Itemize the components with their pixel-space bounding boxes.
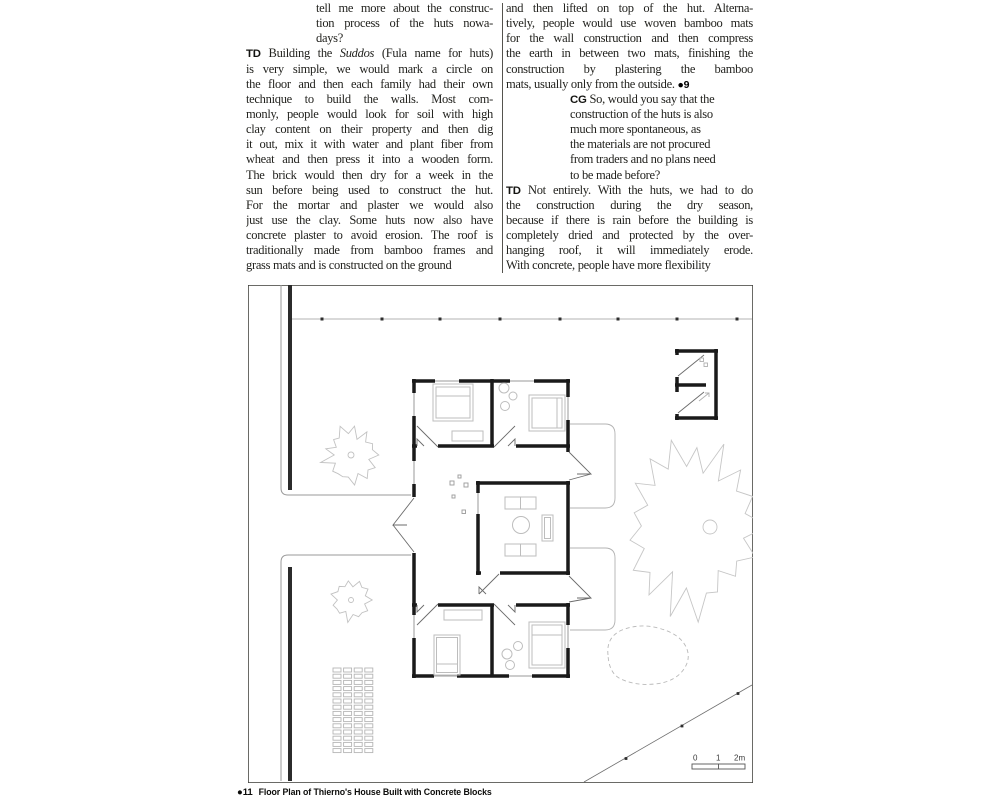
text-segment: it out, mix it with water and plant fiber from [246, 137, 493, 152]
brick [365, 742, 373, 746]
boundary-fence-top [292, 318, 752, 321]
text-segment: Building the [260, 46, 340, 61]
brick [354, 668, 362, 672]
brick [333, 736, 341, 740]
text-segment: is very simple, we would mark a circle on [246, 61, 493, 76]
text-segment: mats, usually only from the outside. [506, 76, 678, 91]
text-segment: sun before being used to construct the hut. [246, 182, 493, 197]
scale-bar [692, 754, 745, 770]
speaker-label: CG [570, 93, 587, 106]
brick [365, 718, 373, 722]
text-segment: Not entirely. With the huts, we had to do [520, 182, 753, 197]
text-line [506, 198, 753, 213]
text-line [246, 258, 493, 273]
scale-label-1: 1 [716, 753, 721, 763]
brick [365, 736, 373, 740]
brick [365, 749, 373, 753]
text-line [246, 152, 493, 167]
text-segment: (Fula name for huts) [374, 46, 493, 61]
brick [365, 674, 373, 678]
text-line [506, 152, 753, 167]
text-segment: days? [316, 31, 343, 46]
text-line [246, 168, 493, 183]
speaker-label: TD [506, 184, 521, 197]
text-segment: grass mats and is constructed on the ground [246, 258, 452, 273]
text-segment: hanging roof, it will immediately erode. [506, 243, 753, 258]
brick [365, 699, 373, 703]
brick [344, 711, 352, 715]
text-line [246, 198, 493, 213]
brick [333, 674, 341, 678]
text-line [506, 77, 753, 92]
brick [365, 705, 373, 709]
brick [354, 749, 362, 753]
brick [354, 674, 362, 678]
text-line [246, 122, 493, 137]
text-segment: for the wall construction and then compress [506, 31, 753, 46]
text-segment: concrete plaster to avoid erosion. The roof is [246, 228, 493, 243]
furniture [433, 383, 565, 675]
brick [333, 742, 341, 746]
brick [344, 668, 352, 672]
text-segment: the materials are not procured [570, 137, 711, 152]
courtyard-outline [281, 285, 411, 781]
brick [354, 687, 362, 691]
brick [344, 705, 352, 709]
text-segment: traditionally made from bamboo frames and [246, 243, 493, 258]
text-segment: the earth in between two mats, finishing the [506, 46, 753, 61]
brick [354, 699, 362, 703]
brick [333, 711, 341, 715]
text-line [246, 213, 493, 228]
brick [333, 705, 341, 709]
brick [365, 693, 373, 697]
brick [333, 730, 341, 734]
text-line [246, 228, 493, 243]
text-line [246, 1, 493, 16]
brick [344, 718, 352, 722]
brick [354, 718, 362, 722]
house-walls [412, 379, 570, 678]
text-line [506, 137, 753, 152]
text-segment: construction by plastering the bamboo [506, 61, 753, 76]
italic-term: Suddos [339, 46, 375, 61]
brick [354, 680, 362, 684]
text-line [506, 31, 753, 46]
text-line [506, 92, 753, 107]
figure-caption-text: Floor Plan of Thierno's House Built with Concrete Blocks [258, 787, 492, 797]
text-line [246, 77, 493, 92]
brick [365, 668, 373, 672]
text-segment: and then lifted on top of the hut. Alterna- [506, 1, 753, 15]
brick [333, 668, 341, 672]
brick [365, 680, 373, 684]
text-line [506, 122, 753, 137]
brick [344, 749, 352, 753]
brick [333, 693, 341, 697]
text-line [506, 62, 753, 77]
text-segment: completely dried and protected by the over- [506, 228, 753, 243]
scale-label-2m: 2m [734, 753, 746, 763]
article-text [246, 1, 753, 275]
brick [344, 736, 352, 740]
floor-plan-figure [248, 285, 753, 783]
brick [344, 742, 352, 746]
text-segment: tion process of the huts nowa- [316, 16, 493, 31]
brick [333, 699, 341, 703]
text-segment: to be made before? [570, 167, 661, 182]
brick [333, 680, 341, 684]
text-line [246, 31, 493, 46]
text-line [506, 168, 753, 183]
diagonal-fence [584, 685, 752, 782]
figure-number-marker: ●11 [237, 787, 253, 798]
text-line [506, 258, 753, 273]
article-column-right [506, 1, 753, 274]
text-line [506, 213, 753, 228]
text-segment: The brick would then dry for a week in the [246, 167, 493, 182]
brick [333, 724, 341, 728]
text-segment: the floor and then each family had their own [246, 76, 493, 91]
speaker-label: TD [246, 48, 261, 61]
brick-stack [333, 668, 373, 753]
brick [354, 742, 362, 746]
bush-icon [630, 440, 753, 622]
text-line [506, 1, 753, 16]
brick [354, 705, 362, 709]
text-line [246, 16, 493, 31]
brick [354, 693, 362, 697]
brick [344, 687, 352, 691]
brick [354, 711, 362, 715]
door-swing-marks [393, 426, 591, 625]
stepping-stones [450, 475, 468, 514]
text-segment: from traders and no plans need [570, 152, 716, 167]
column-rule [502, 3, 503, 273]
brick [365, 730, 373, 734]
text-line [246, 62, 493, 77]
figure-caption [237, 786, 757, 800]
tree-icon [331, 581, 372, 623]
pond-outline [608, 626, 688, 684]
brick [354, 736, 362, 740]
brick [365, 687, 373, 691]
text-line [246, 107, 493, 122]
text-line [246, 46, 493, 61]
brick [333, 687, 341, 691]
text-segment: because if there is rain before the building is [506, 212, 753, 227]
text-segment: tively, people would use woven bamboo mats [506, 16, 753, 31]
scale-label-0: 0 [693, 753, 698, 763]
tree-icon [321, 426, 379, 485]
text-segment: With concrete, people have more flexibility [506, 258, 711, 273]
text-line [506, 183, 753, 198]
text-segment: construction of the huts is also [570, 106, 713, 121]
brick [344, 674, 352, 678]
text-line [506, 46, 753, 61]
text-line [506, 228, 753, 243]
text-line [246, 243, 493, 258]
text-segment: the construction during the dry season, [506, 197, 753, 212]
text-segment: technique to build the walls. Most com- [246, 91, 493, 106]
text-segment: clay content on their property and then dig [246, 122, 493, 137]
text-segment: much more spontaneous, as [570, 122, 701, 137]
veranda-outline [570, 424, 615, 630]
article-column-left [246, 1, 493, 274]
text-segment: just use the clay. Some huts now also have [246, 212, 493, 227]
figure-border [248, 285, 752, 782]
brick [344, 724, 352, 728]
brick [365, 724, 373, 728]
brick [333, 749, 341, 753]
text-segment: monly, people would look for soil with high [246, 106, 493, 121]
latrine-building [675, 349, 718, 420]
text-line [506, 107, 753, 122]
text-line [506, 243, 753, 258]
text-line [506, 16, 753, 31]
brick [344, 699, 352, 703]
brick [333, 718, 341, 722]
brick [365, 711, 373, 715]
text-segment: wheat and then press it into a wooden form. [246, 152, 493, 167]
text-line [246, 137, 493, 152]
text-line [246, 183, 493, 198]
brick [344, 680, 352, 684]
brick [354, 724, 362, 728]
text-line [246, 92, 493, 107]
text-segment: So, would you say that the [586, 91, 715, 106]
brick [344, 693, 352, 697]
text-segment: For the mortar and plaster we would also [246, 197, 493, 212]
brick [344, 730, 352, 734]
text-segment: tell me more about the construc- [316, 1, 493, 15]
brick [354, 730, 362, 734]
reference-marker: ●9 [677, 78, 690, 91]
